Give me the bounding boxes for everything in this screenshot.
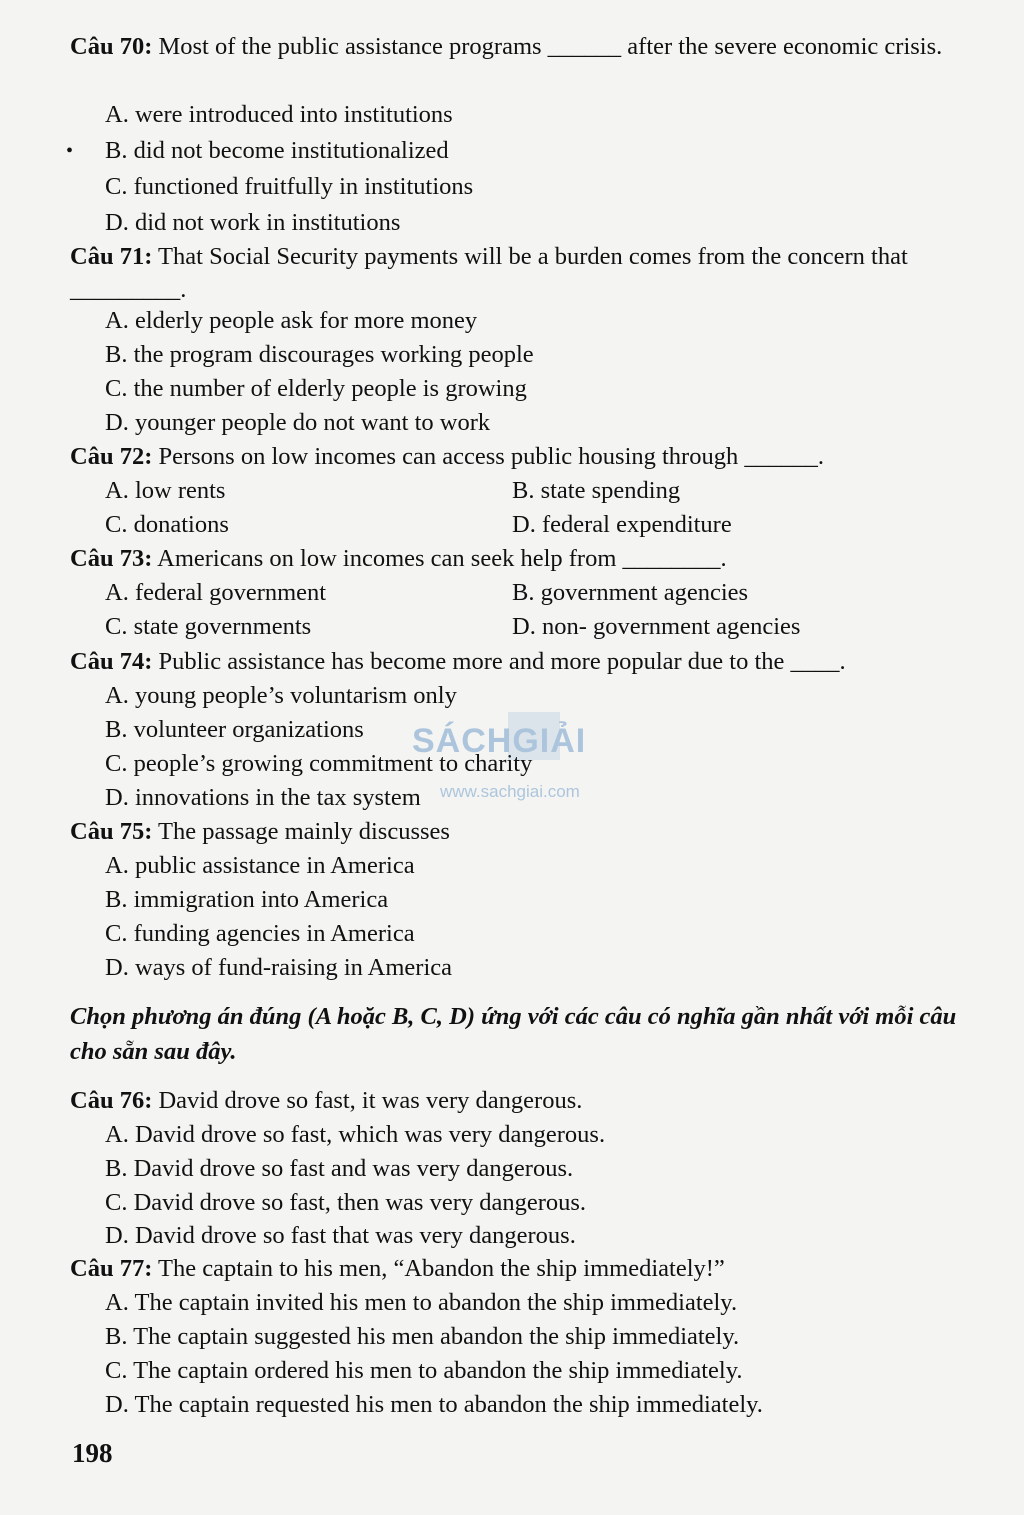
option-d: D. younger people do not want to work xyxy=(105,409,491,436)
question-number: Câu 74: xyxy=(70,648,153,675)
option-d: D. did not work in institutions xyxy=(105,209,401,236)
page-number: 198 xyxy=(72,1438,113,1468)
option-a: A. federal government xyxy=(105,579,327,606)
option-c: C. state governments xyxy=(105,613,312,640)
question-text: Americans on low incomes can seek help from ________. xyxy=(157,545,727,572)
option-a: A. public assistance in America xyxy=(105,852,415,879)
question-number: Câu 76: xyxy=(70,1087,153,1114)
option-b: B. the program discourages working people xyxy=(105,341,534,368)
question-number: Câu 75: xyxy=(70,818,153,845)
option-b: B. state spending xyxy=(512,477,681,504)
option-c: C. donations xyxy=(105,511,229,538)
question-number: Câu 71: xyxy=(70,243,153,270)
question-text: Persons on low incomes can access public housing through ______. xyxy=(158,443,824,470)
question-text: That Social Security payments will be a burden comes from the concern that _________. xyxy=(70,243,908,303)
question-text: David drove so fast, it was very dangerous. xyxy=(158,1087,583,1114)
option-d: D. federal expenditure xyxy=(512,511,732,538)
option-b: B. The captain suggested his men abandon the ship immediately. xyxy=(105,1323,740,1350)
option-c: C. people’s growing commitment to charity xyxy=(105,750,533,777)
question-text: The captain to his men, “Abandon the ship immediately!” xyxy=(158,1255,725,1282)
option-c: C. The captain ordered his men to abandon the ship immediately. xyxy=(105,1357,743,1384)
option-d: D. ways of fund-raising in America xyxy=(105,954,452,981)
option-b: B. immigration into America xyxy=(105,886,389,913)
option-c: C. the number of elderly people is growing xyxy=(105,375,527,402)
option-c: C. functioned fruitfully in institutions xyxy=(105,173,474,200)
option-b: B. did not become institutionalized xyxy=(105,137,449,164)
option-a: A. young people’s voluntarism only xyxy=(105,682,457,709)
option-b: B. volunteer organizations xyxy=(105,716,364,743)
watermark-url: www.sachgiai.com xyxy=(440,782,580,801)
question-70 xyxy=(70,30,966,63)
watermark xyxy=(412,712,642,802)
option-a: A. low rents xyxy=(105,477,226,504)
option-d: D. David drove so fast that was very dangerous. xyxy=(105,1222,576,1249)
option-c: C. funding agencies in America xyxy=(105,920,415,947)
option-c: C. David drove so fast, then was very dangerous. xyxy=(105,1189,587,1216)
question-77 xyxy=(70,1252,966,1285)
question-75 xyxy=(70,815,966,848)
question-71 xyxy=(70,240,966,306)
question-76 xyxy=(70,1084,966,1117)
question-73 xyxy=(70,542,966,575)
question-text: Most of the public assistance programs ______ after the severe economic crisis. xyxy=(158,33,943,60)
question-number: Câu 72: xyxy=(70,443,153,470)
option-d: D. innovations in the tax system xyxy=(105,784,421,811)
question-number: Câu 77: xyxy=(70,1255,153,1282)
question-74 xyxy=(70,645,966,678)
option-b: B. David drove so fast and was very dangerous. xyxy=(105,1155,574,1182)
question-text: The passage mainly discusses xyxy=(158,818,450,845)
option-a: A. elderly people ask for more money xyxy=(105,307,478,334)
section-instruction: Chọn phương án đúng (A hoặc B, C, D) ứng với các câu có nghĩa gần nhất với mỗi câu cho sẵn sau đây. xyxy=(70,1003,957,1065)
question-number: Câu 73: xyxy=(70,545,153,572)
option-a: A. were introduced into institutions xyxy=(105,101,453,128)
option-a: A. The captain invited his men to abandon the ship immediately. xyxy=(105,1289,738,1316)
question-number: Câu 70: xyxy=(70,33,153,60)
bullet-mark: • xyxy=(66,140,74,162)
option-a: A. David drove so fast, which was very dangerous. xyxy=(105,1121,606,1148)
question-text: Public assistance has become more and more popular due to the ____. xyxy=(158,648,846,675)
option-d: D. The captain requested his men to abandon the ship immediately. xyxy=(105,1391,763,1418)
watermark-logo: SÁCHGIẢI xyxy=(412,722,587,760)
question-72 xyxy=(70,440,966,473)
option-d: D. non- government agencies xyxy=(512,613,801,640)
option-b: B. government agencies xyxy=(512,579,749,606)
